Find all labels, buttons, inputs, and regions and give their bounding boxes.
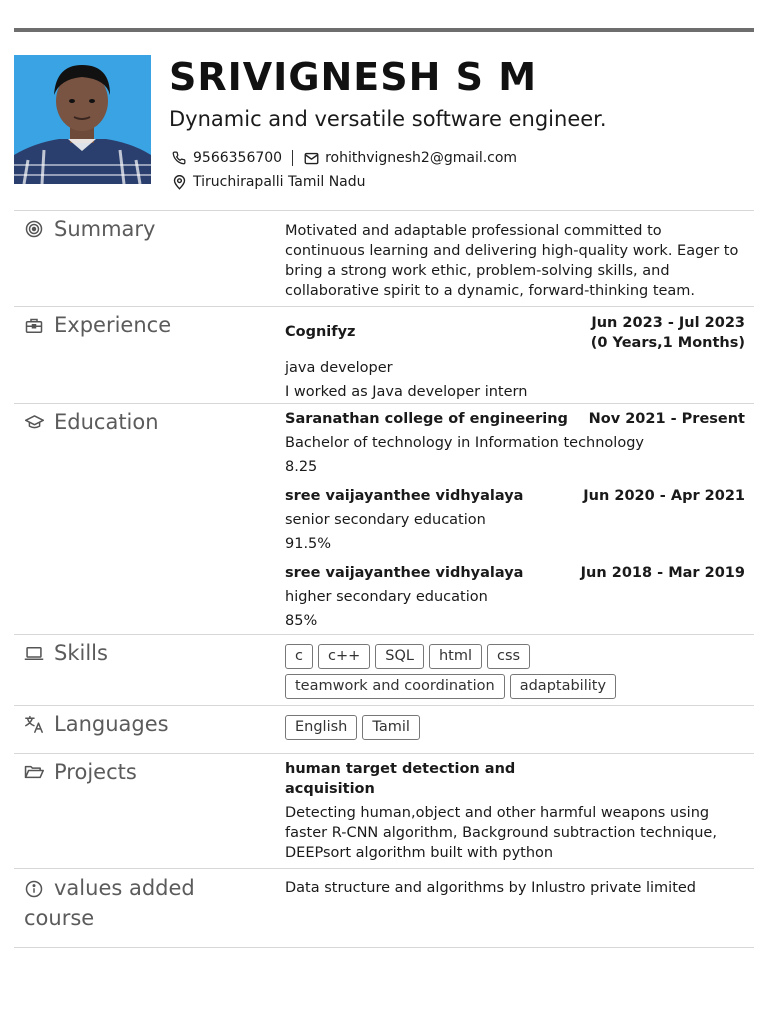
profile-photo (14, 55, 151, 184)
languages-heading (24, 712, 169, 736)
values-added-title-line1: values added (54, 876, 195, 900)
education-entry-header (285, 563, 745, 583)
values-added-title-line2: course (24, 906, 95, 930)
translate-icon (24, 714, 44, 734)
projects-section (14, 753, 754, 868)
info-icon (24, 879, 44, 899)
languages-title: Languages (54, 712, 169, 736)
education-entry-header (285, 486, 745, 506)
project-name-line: acquisition (285, 781, 375, 797)
skill-chip: teamwork and coordination (285, 674, 505, 699)
summary-title: Summary (54, 217, 156, 241)
skill-chip: SQL (375, 644, 424, 669)
education-entry-header (285, 409, 745, 429)
education-body (285, 409, 745, 633)
location-pin-icon (171, 174, 187, 190)
skills-title: Skills (54, 641, 108, 665)
skill-chip: css (487, 644, 530, 669)
skill-chip: html (429, 644, 482, 669)
degree-name: Bachelor of technology in Information technology (285, 435, 644, 451)
education-heading (24, 410, 159, 434)
skills-heading (24, 641, 108, 665)
language-chip: English (285, 715, 357, 740)
degree-name: senior secondary education (285, 512, 486, 528)
values-added-section (14, 868, 754, 948)
phone-number[interactable]: 9566356700 (193, 150, 283, 166)
skills-chip-list (285, 644, 745, 699)
skill-chip: adaptability (510, 674, 616, 699)
target-icon (24, 219, 44, 239)
summary-text: Motivated and adaptable professional committed to continuous learning and delivering high-quality work. Eager to bring a strong work ethic, problem-solving skills, and collaborative spirit to a dynamic, forward-thinking team. (285, 223, 739, 299)
experience-entry-header (285, 313, 745, 355)
skills-section (14, 634, 754, 705)
graduation-cap-icon (24, 412, 44, 432)
education-score: 8.25 (285, 459, 318, 475)
education-score: 91.5% (285, 536, 332, 552)
laptop-icon (24, 643, 44, 663)
summary-section (14, 210, 754, 306)
experience-date (591, 313, 745, 353)
location-row (171, 174, 366, 190)
top-divider (14, 28, 754, 32)
education-date: Nov 2021 - Present (588, 411, 745, 427)
experience-description: I worked as Java developer intern (285, 384, 528, 400)
project-name-line: human target detection and (285, 761, 516, 777)
phone-icon (171, 150, 187, 166)
education-entry (285, 486, 745, 563)
experience-role: java developer (285, 360, 393, 376)
education-title: Education (54, 410, 159, 434)
education-entry (285, 563, 745, 633)
experience-section (14, 306, 754, 403)
briefcase-icon (24, 315, 44, 335)
degree-name: higher secondary education (285, 589, 488, 605)
experience-date-range: Jun 2023 - Jul 2023 (591, 315, 745, 331)
company-name: Cognifyz (285, 324, 356, 340)
experience-body (285, 313, 745, 402)
institution-name: sree vaijayanthee vidhyalaya (285, 565, 524, 581)
candidate-tagline: Dynamic and versatile software engineer. (169, 107, 607, 131)
languages-section (14, 705, 754, 753)
experience-duration: (0 Years,1 Months) (590, 335, 745, 351)
education-entry (285, 409, 745, 486)
mail-icon (303, 150, 319, 166)
education-section (14, 403, 754, 634)
contact-row (171, 150, 517, 166)
education-date: Jun 2020 - Apr 2021 (583, 488, 745, 504)
skill-chip: c (285, 644, 313, 669)
projects-body (285, 759, 745, 863)
folder-open-icon (24, 762, 44, 782)
institution-name: sree vaijayanthee vidhyalaya (285, 488, 524, 504)
contact-separator (292, 150, 293, 166)
location-text: Tiruchirapalli Tamil Nadu (193, 174, 366, 190)
skill-chip: c++ (318, 644, 370, 669)
skills-body (285, 644, 745, 699)
language-chip: Tamil (362, 715, 420, 740)
education-score: 85% (285, 613, 318, 629)
resume-header (14, 55, 754, 195)
summary-heading (24, 217, 155, 241)
institution-name: Saranathan college of engineering (285, 411, 568, 427)
candidate-name: SRIVIGNESH S M (169, 55, 538, 99)
experience-heading (24, 313, 171, 337)
languages-chip-list (285, 715, 745, 740)
project-description: Detecting human,object and other harmful weapons using faster R-CNN algorithm, Background subtraction technique, DEEPsort algorithm built with python (285, 805, 717, 861)
projects-title: Projects (54, 760, 137, 784)
email-address[interactable]: rohithvignesh2@gmail.com (325, 150, 518, 166)
experience-title: Experience (54, 313, 172, 337)
languages-body (285, 715, 745, 740)
projects-heading (24, 760, 137, 784)
values-added-text: Data structure and algorithms by Inlustro private limited (285, 880, 697, 896)
values-added-heading (24, 873, 195, 933)
education-date: Jun 2018 - Mar 2019 (580, 565, 745, 581)
